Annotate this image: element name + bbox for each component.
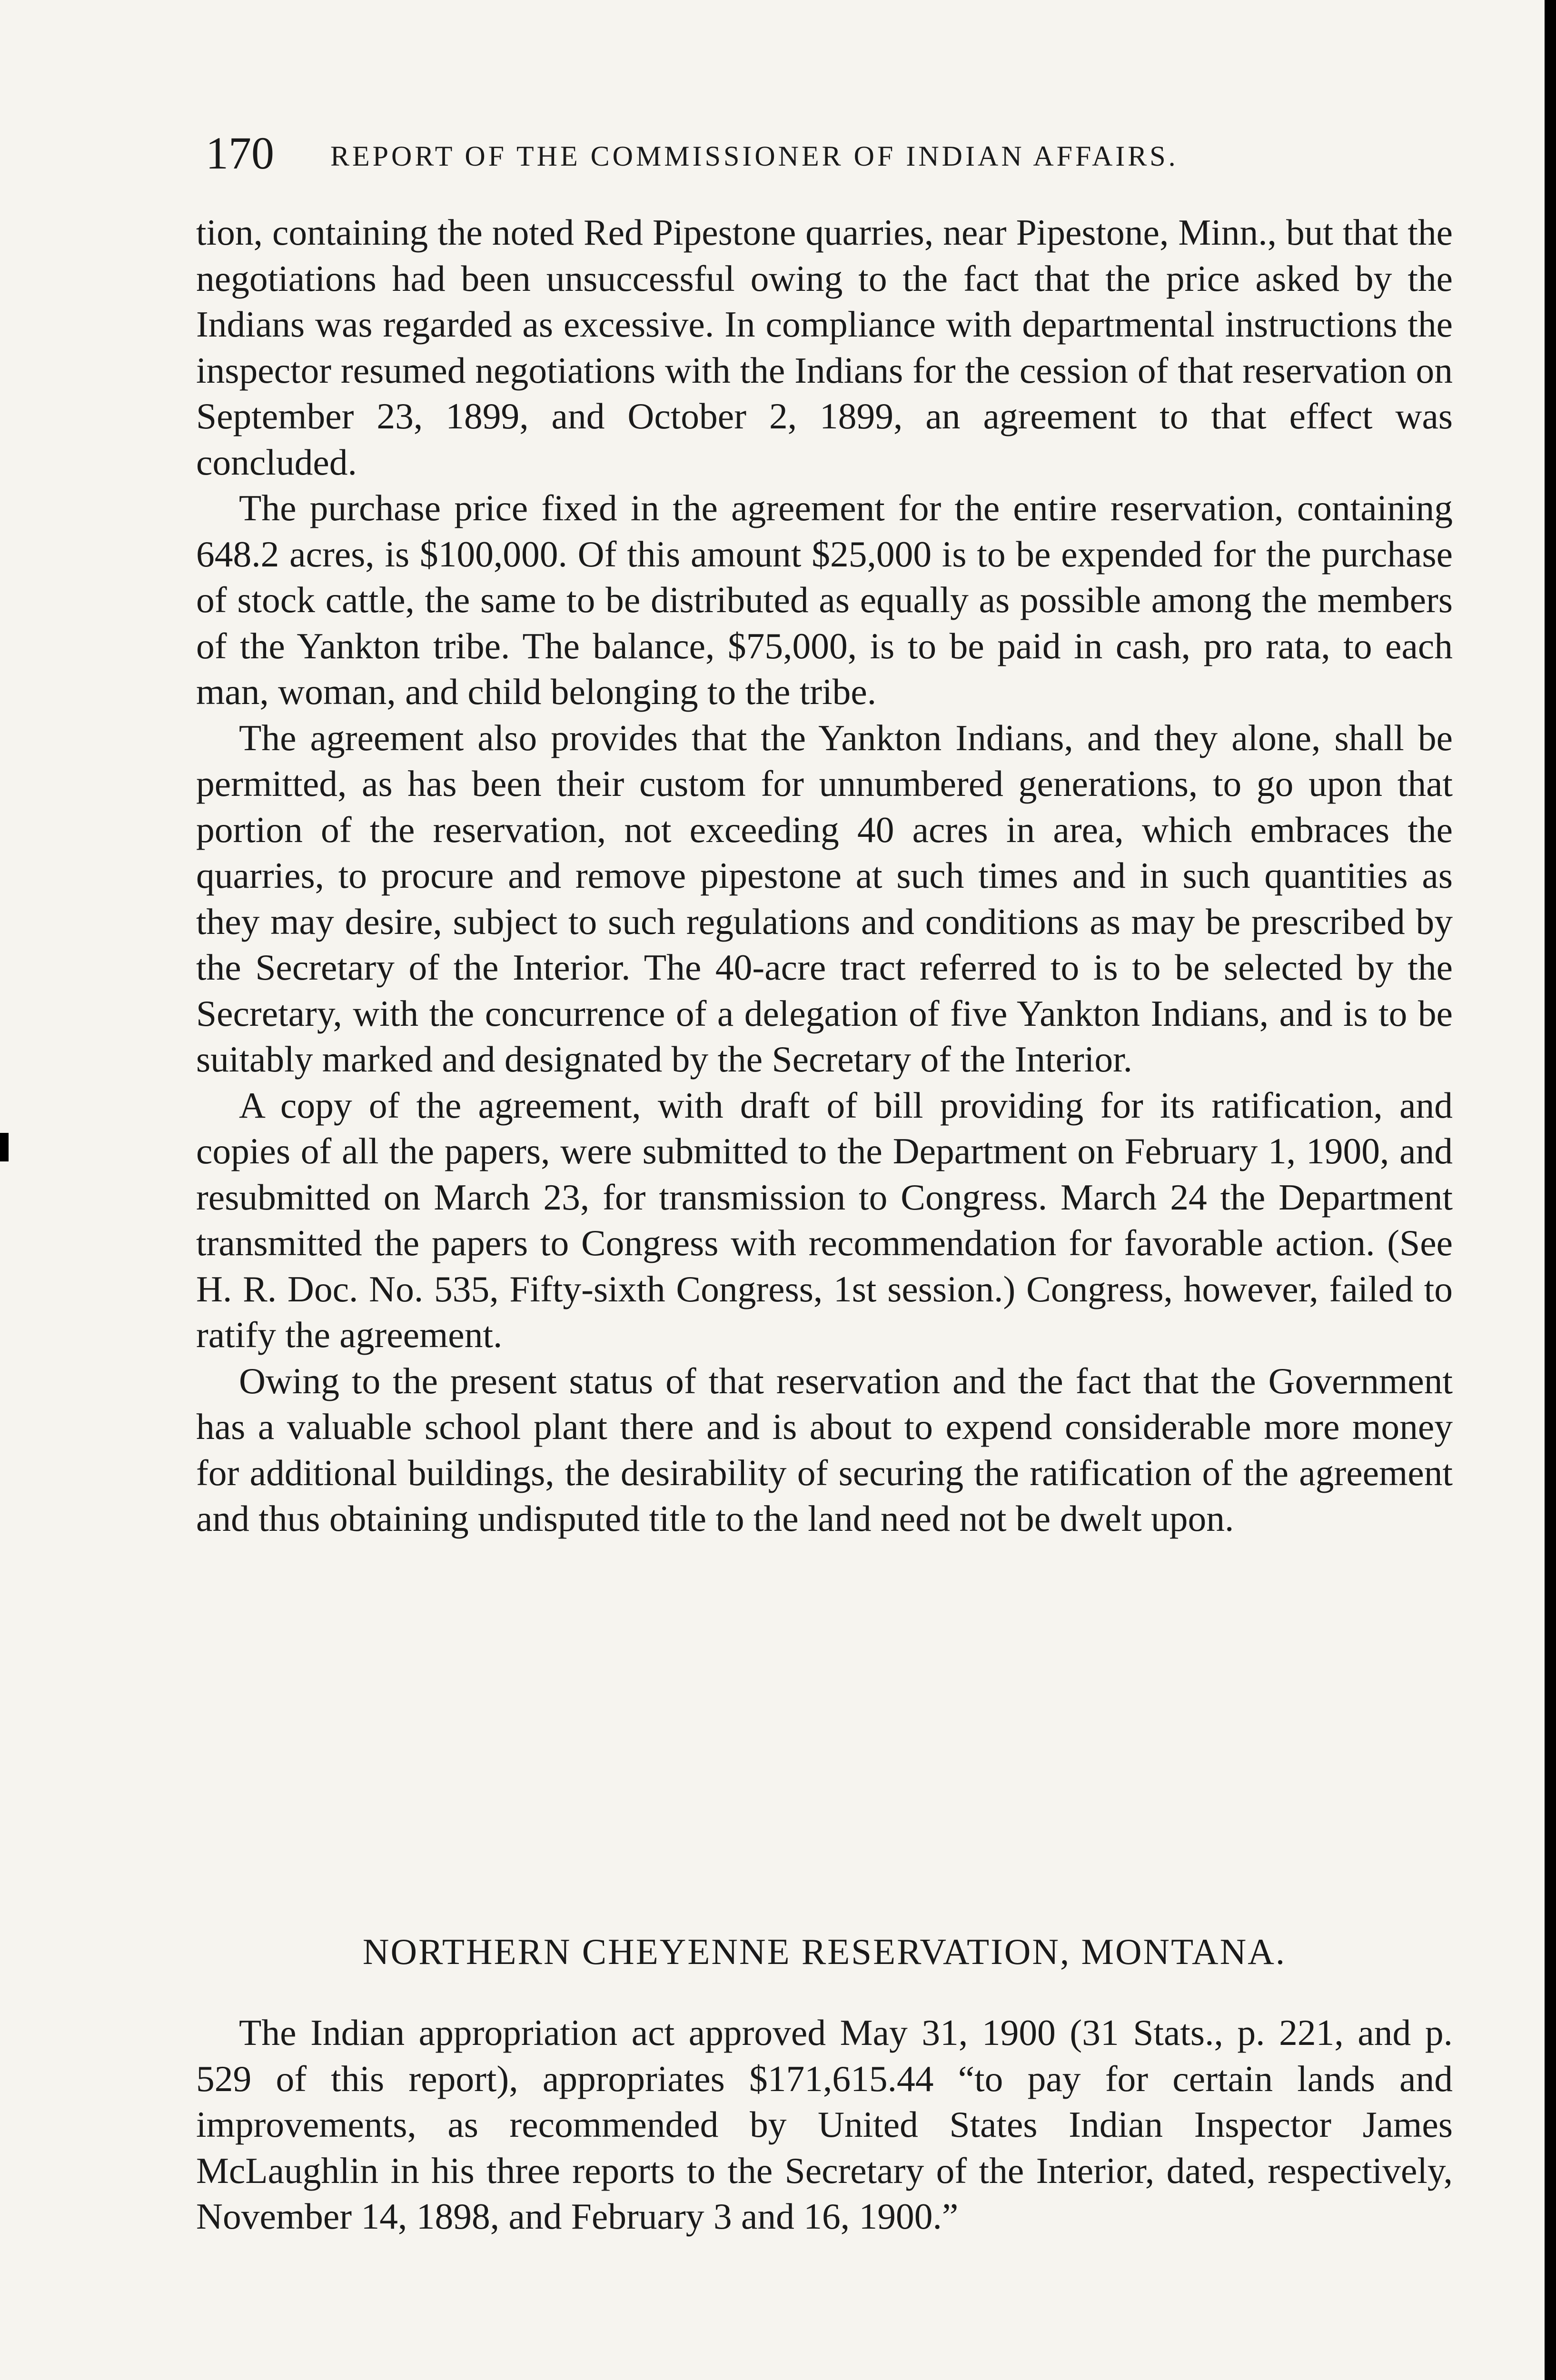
page-number: 170 (206, 128, 274, 178)
section-body (196, 2010, 1453, 2240)
paragraph-continued: tion, containing the noted Red Pipestone quarries, near Pipestone, Minn., but that the negotiations had been unsuccessful owing to the fact that the price asked by the Indians was regarded as excessive. In compliance with departmental instructions the inspector resumed negotiations with the Indians for the cession of that reservation on September 23, 1899, and October 2, 1899, an agreement to that effect was concluded. (196, 212, 1453, 483)
scan-edge-mark (0, 1133, 9, 1161)
paragraph-appropriation-act: The Indian appropriation act approved May 31, 1900 (31 Stats., p. 221, and p. 529 of this report), appropriates $171,615.44 “to pay for certain lands and improvements, as recommended by United States Indian Inspector James McLaughlin in his three reports to the Secretary of the Interior, dated, respectively, November 14, 1898, and February 3 and 16, 1900.” (196, 2012, 1453, 2237)
section-heading: NORTHERN CHEYENNE RESERVATION, MONTANA. (362, 1931, 1287, 1972)
paragraph-agreement-copy: A copy of the agreement, with draft of bill providing for its ratification, and copies of all the papers, were submitted to the Department on February 1, 1900, and resubmitted on March 23, for transmission to Congress. March 24 the Department transmitted the papers to Congress with recommendation for favorable action. (See H. R. Doc. No. 535, Fifty-sixth Congress, 1st session.) Congress, however, failed to ratify the agreement. (196, 1084, 1453, 1355)
body-text (196, 209, 1453, 1542)
running-head: REPORT OF THE COMMISSIONER OF INDIAN AFFAIRS. (330, 140, 1179, 172)
paragraph-agreement-provisions: The agreement also provides that the Yankton Indians, and they alone, shall be permitted, as has been their custom for unnumbered generations, to go upon that portion of the reservation, not exceeding 40 acres in area, which embraces the quarries, to procure and remove pipestone at such times and in such quantities as they may desire, subject to such regulations and conditions as may be prescribed by the Secretary of the Interior. The 40-acre tract referred to is to be selected by the Secretary, with the concurrence of a delegation of five Yankton Indians, and is to be suitably marked and designated by the Secretary of the Interior. (196, 717, 1453, 1080)
paragraph-reservation-status: Owing to the present status of that reservation and the fact that the Government has a valuable school plant there and is about to expend considerable more money for additional buildings, the desirability of securing the ratification of the agreement and thus obtaining undisputed title to the land need not be dwelt upon. (196, 1360, 1453, 1539)
paragraph-purchase-price: The purchase price fixed in the agreement for the entire reservation, containing 648.2 acres, is $100,000. Of this amount $25,000 is to be expended for the purchase of stock cattle, the same to be distributed as equally as possible among the members of the Yankton tribe. The balance, $75,000, is to be paid in cash, pro rata, to each man, woman, and child belonging to the tribe. (196, 487, 1453, 712)
page-header (206, 125, 1453, 182)
